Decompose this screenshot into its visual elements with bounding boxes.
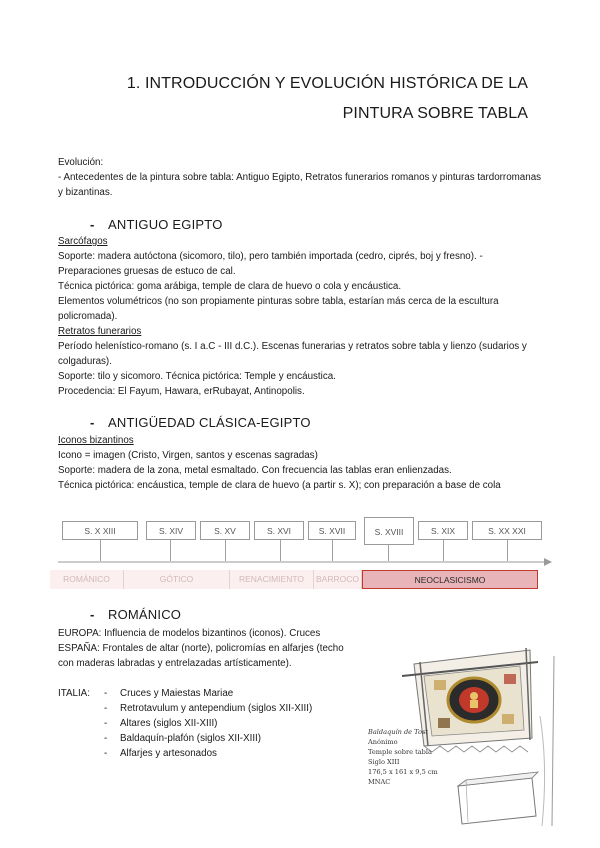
century-box: S. XVIII <box>364 517 414 545</box>
title-line-2: PINTURA SOBRE TABLA <box>342 105 528 122</box>
subheading-iconos-bizantinos: Iconos bizantinos <box>58 435 134 446</box>
caption-line: Baldaquín de Tost <box>368 728 429 736</box>
clasica-section <box>58 433 546 493</box>
paragraph: ESPAÑA: Frontales de altar (norte), policromías en alfarjes (techo con maderas labradas y entrelazadas artísticamente). <box>58 643 344 669</box>
italia-label: ITALIA: <box>58 688 90 699</box>
subheading-sarcofagos: Sarcófagos <box>58 236 108 247</box>
list-item: Retrotavulum y antependium (siglos XII-XIII) <box>120 703 313 714</box>
caption-line: Temple sobre tabla <box>368 748 432 756</box>
heading-text: ROMÁNICO <box>108 607 182 622</box>
period-neoclasicismo: NEOCLASICISMO <box>362 570 538 589</box>
period-renacimiento: RENACIMIENTO <box>230 570 314 589</box>
list-item: Baldaquín-plafón (siglos XII-XIII) <box>120 733 262 744</box>
image-caption <box>368 727 438 787</box>
paragraph: Icono = imagen (Cristo, Virgen, santos y escenas sagradas) <box>58 450 318 461</box>
list-item: Altares (siglos XII-XIII) <box>120 718 218 729</box>
list-item: Alfarjes y artesonados <box>120 748 217 759</box>
paragraph: Soporte: madera autóctona (sicomoro, tilo), pero también importada (cedro, ciprés, boj y fresno). - Preparaciones gruesas de estuco de cal. <box>58 251 483 277</box>
timeline-arrow <box>58 556 552 568</box>
century-box: S. XVII <box>308 521 356 540</box>
bullet-dash: - <box>104 748 108 759</box>
caption-line: 176,5 x 161 x 9,5 cm <box>368 768 438 776</box>
paragraph: Técnica pictórica: encáustica, temple de clara de huevo (a partir s. X); con preparación a base de cola <box>58 480 501 491</box>
century-box: S. XV <box>200 521 250 540</box>
paragraph: Técnica pictórica: goma arábiga, temple de clara de huevo o cola y encáustica. <box>58 281 402 292</box>
paragraph: EUROPA: Influencia de modelos bizantinos (iconos). Cruces <box>58 628 321 639</box>
century-box: S. X XIII <box>62 521 138 540</box>
intro-text: - Antecedentes de la pintura sobre tabla: Antiguo Egipto, Retratos funerarios romanos y pinturas tardorromanas y bizantinas. <box>58 172 542 198</box>
paragraph: Soporte: madera de la zona, metal esmaltado. Con frecuencia las tablas eran enlienzadas. <box>58 465 452 476</box>
egipto-section <box>58 234 546 399</box>
bullet-dash: - <box>104 688 108 699</box>
list-item: Cruces y Maiestas Mariae <box>120 688 234 699</box>
heading-romanico: - ROMÁNICO <box>90 607 182 622</box>
paragraph: Período helenístico-romano (s. I a.C - III d.C.). Escenas funerarias y retratos sobre tabla y lienzo (sudarios y colgaduras). <box>58 341 527 367</box>
period-barroco: BARROCO <box>314 570 362 589</box>
heading-antiguedad-clasica: - ANTIGÜEDAD CLÁSICA-EGIPTO <box>90 415 311 430</box>
bullet-dash: - <box>104 718 108 729</box>
bullet-dash: - <box>104 703 108 714</box>
paragraph: Procedencia: El Fayum, Hawara, erRubayat, Antinopolis. <box>58 386 305 397</box>
caption-line: Anónimo <box>368 738 398 746</box>
century-box: S. XVI <box>254 521 304 540</box>
page-title <box>58 72 528 126</box>
century-box: S. XX XXI <box>472 521 542 540</box>
intro-section <box>58 155 546 200</box>
caption-line: MNAC <box>368 778 391 786</box>
paragraph: Soporte: tilo y sicomoro. Técnica pictórica: Temple y encáustica. <box>58 371 336 382</box>
paragraph: Elementos volumétricos (no son propiamente pinturas sobre tabla, estarían más cerca de la escultura policromada). <box>58 296 499 322</box>
title-line-1: 1. INTRODUCCIÓN Y EVOLUCIÓN HISTÓRICA DE LA <box>126 75 528 92</box>
heading-antiguo-egipto: - ANTIGUO EGIPTO <box>90 217 223 232</box>
romanico-section <box>58 626 356 671</box>
heading-text: ANTIGÜEDAD CLÁSICA-EGIPTO <box>108 415 311 430</box>
italia-section <box>58 686 358 761</box>
period-romanico: ROMÁNICO <box>50 570 124 589</box>
century-box: S. XIX <box>418 521 468 540</box>
caption-line: Siglo XIII <box>368 758 400 766</box>
subheading-retratos-funerarios: Retratos funerarios <box>58 326 142 337</box>
bullet-dash: - <box>104 733 108 744</box>
heading-text: ANTIGUO EGIPTO <box>108 217 223 232</box>
intro-label: Evolución: <box>58 157 104 168</box>
period-gotico: GÓTICO <box>124 570 230 589</box>
century-box: S. XIV <box>146 521 196 540</box>
